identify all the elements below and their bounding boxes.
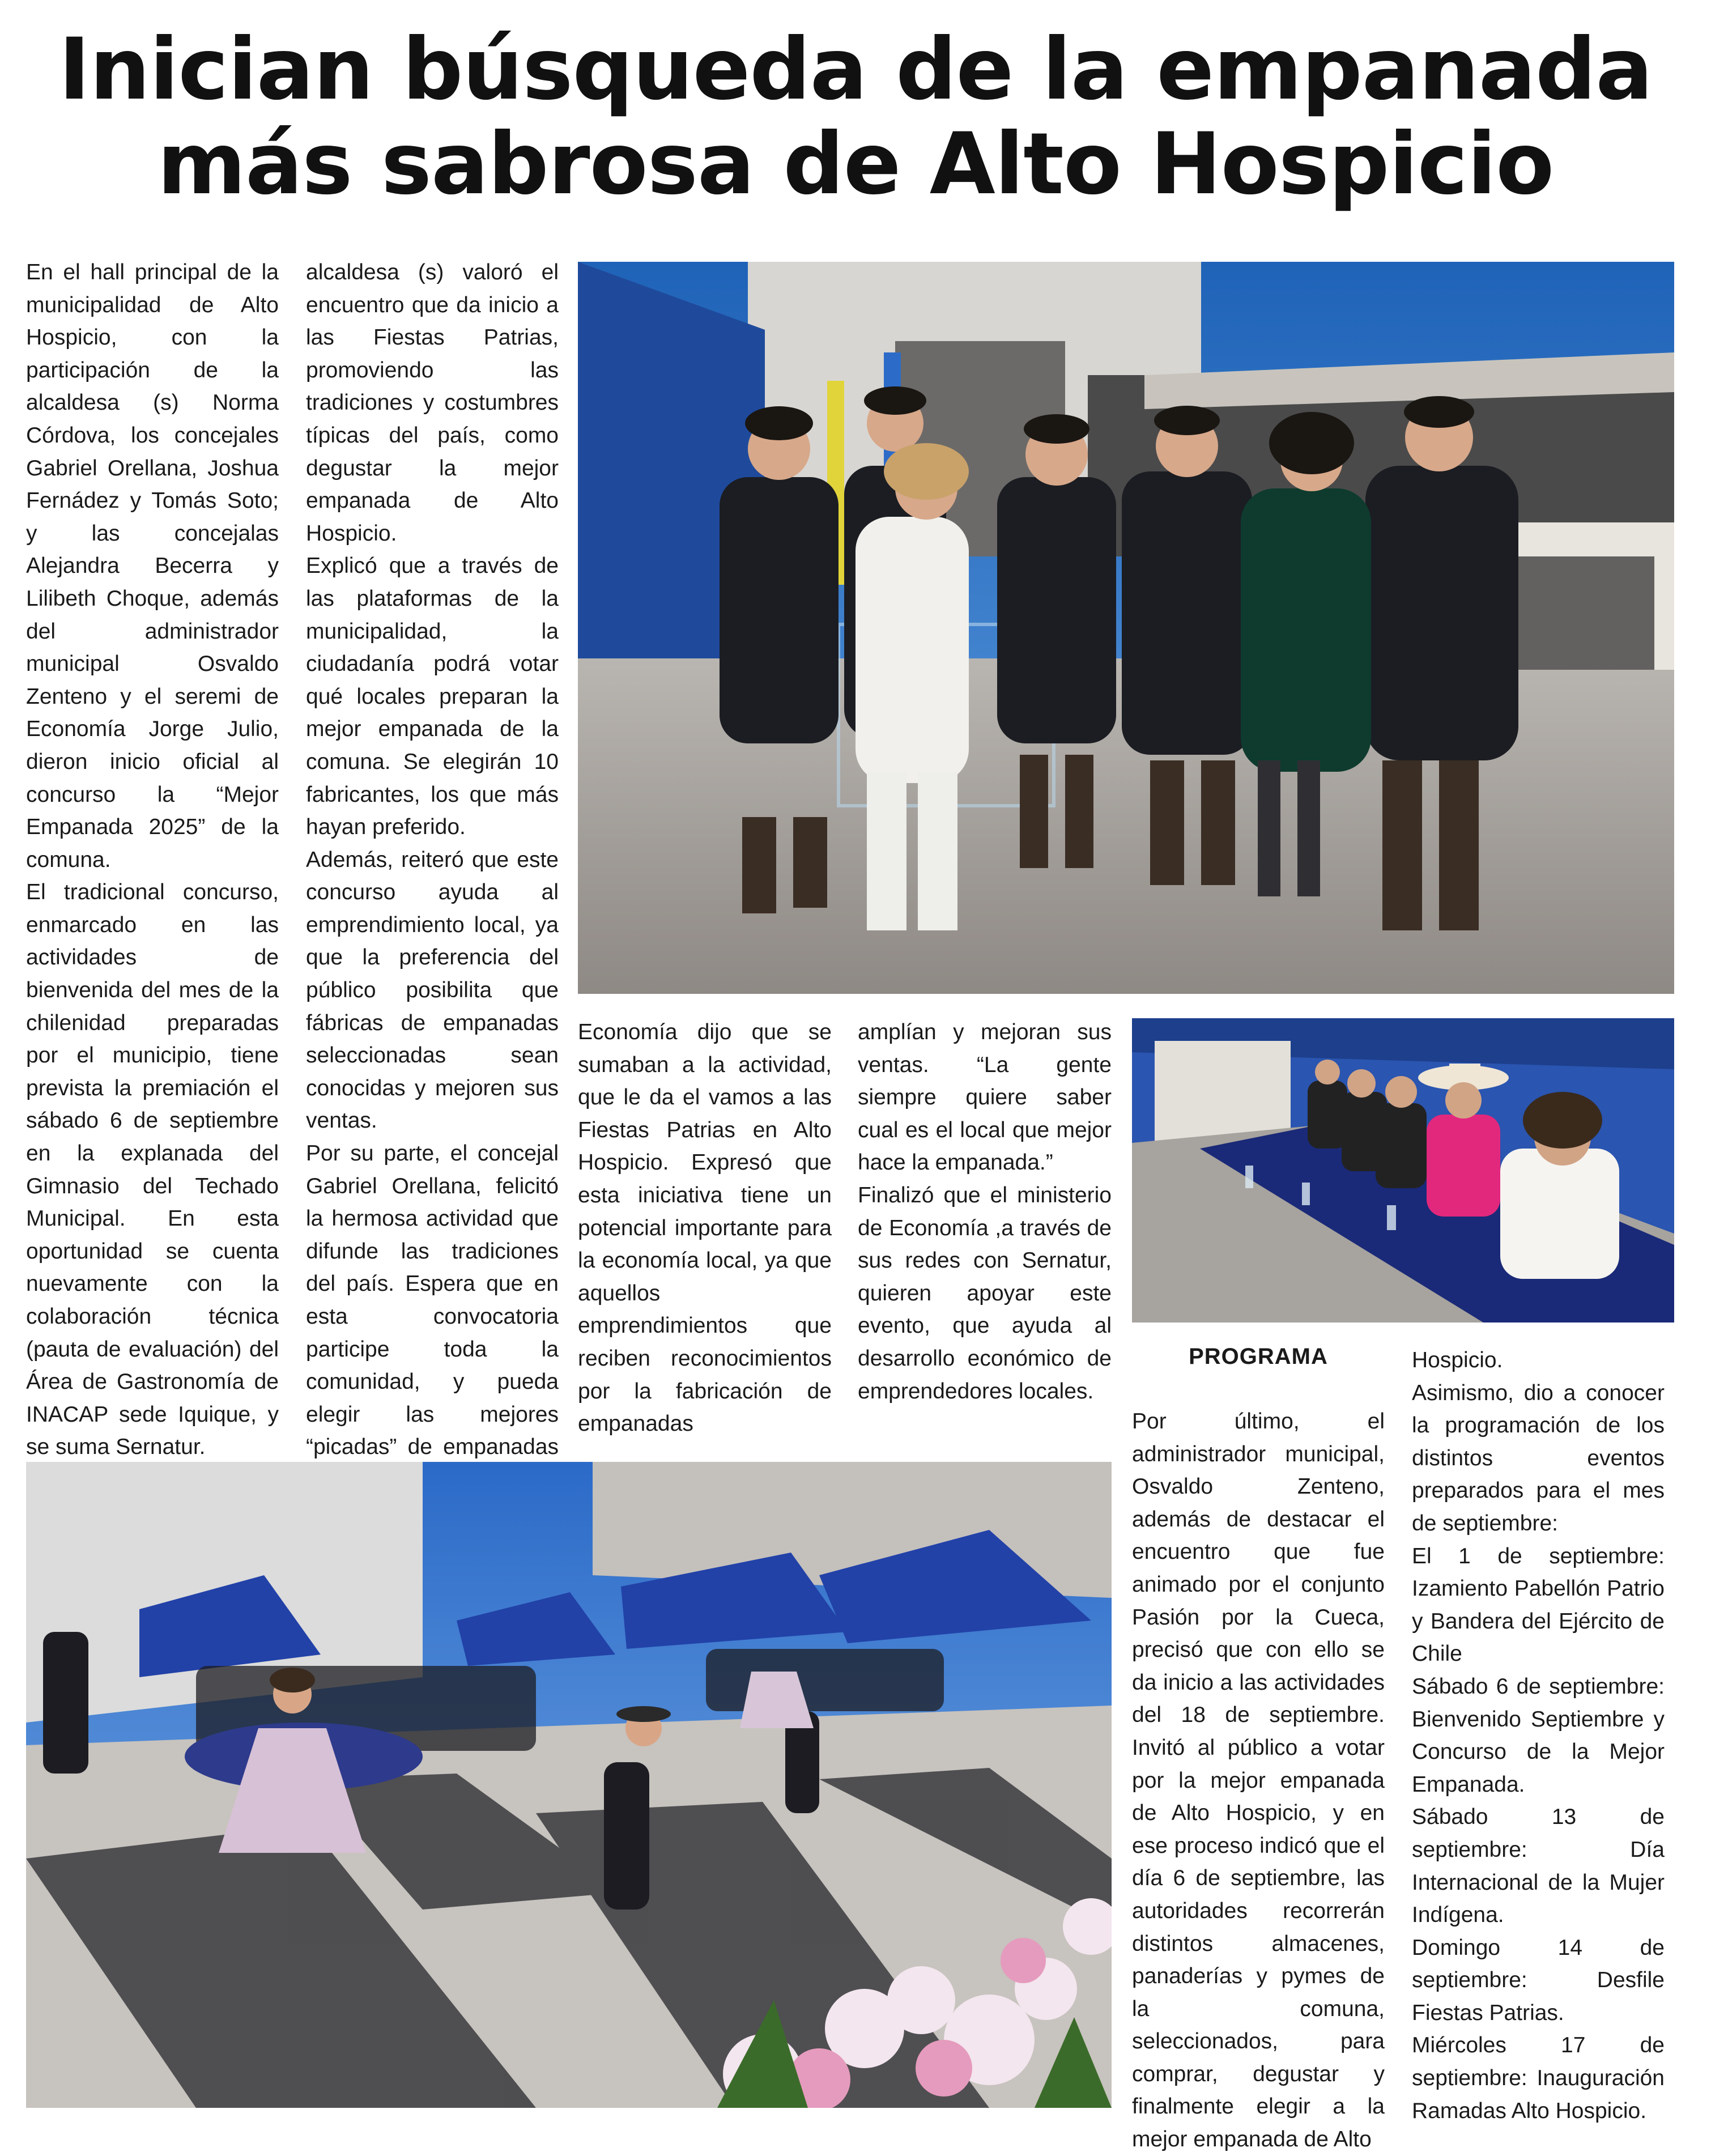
- article-column-3: [578, 1016, 832, 1440]
- headline-line-2: más sabrosa de Alto Hospicio: [157, 115, 1554, 214]
- paragraph: Finalizó que el ministerio de Economía ,a través de sus redes con Sernatur, quieren apoyar este evento, que ayuda al desarrollo económico de emprendedores locales.: [858, 1183, 1112, 1404]
- paragraph: Miércoles 17 de septiembre: Inauguración Ramadas Alto Hospicio.: [1412, 2033, 1665, 2123]
- paragraph: Además, reiteró que este concurso ayuda al emprendimiento local, ya que la preferencia del público posibilita que fábricas de empanadas seleccionadas sean conocidas y mejoren sus ventas.: [306, 847, 559, 1133]
- paragraph: Economía dijo que se sumaban a la actividad, que le da el vamos a las Fiestas Patrias en Alto Hospicio. Expresó que esta iniciativa tiene un potencial importante para la economía local, ya que aquellos emprendimientos que reciben reconocimientos por la fabricación de empanadas: [578, 1020, 832, 1436]
- paragraph: El 1 de septiembre: Izamiento Pabellón Patrio y Bandera del Ejército de Chile: [1412, 1543, 1665, 1666]
- paragraph: Hospicio.: [1412, 1348, 1503, 1372]
- photo-cueca-dance: [26, 1462, 1112, 2108]
- photo-authorities-table: [1132, 1018, 1674, 1322]
- paragraph: Sábado 13 de septiembre: Día Internacional de la Mujer Indígena.: [1412, 1805, 1665, 1928]
- paragraph: Asimismo, dio a conocer la programación de los distintos eventos preparados para el mes de septiembre:: [1412, 1380, 1665, 1536]
- photo-officials-group: [578, 262, 1674, 994]
- section-title-programa: PROGRAMA: [1189, 1344, 1328, 1369]
- paragraph: Sábado 6 de septiembre: Bienvenido Septiembre y Concurso de la Mejor Empanada.: [1412, 1674, 1665, 1797]
- paragraph: Por su parte, el concejal Gabriel Orellana, felicitó la hermosa actividad que difunde las tradiciones del país. Espera que en esta convocatoria participe toda la comunidad, y pueda elegir las mejores “picadas” de empanadas: [306, 1141, 559, 1460]
- article-column-5: [1132, 1405, 1385, 2156]
- headline-line-1: Inician búsqueda de la empanada: [58, 20, 1653, 119]
- paragraph: Domingo 14 de septiembre: Desfile Fiestas Patrias.: [1412, 1935, 1665, 2025]
- article-column-6: [1412, 1344, 1665, 2127]
- paragraph: amplían y mejoran sus ventas. “La gente siempre quiere saber cual es el local que mejor hace la empanada.”: [858, 1020, 1112, 1175]
- article-column-1: [26, 256, 279, 1496]
- paragraph: En el hall principal de la municipalidad de Alto Hospicio, con la participación de la alcaldesa (s) Norma Córdova, los concejales Gabriel Orellana, Joshua Fernádez y Tomás Soto; y las concejalas Alejandra Becerra y Lilibeth Choque, además del administrador municipal Osvaldo Zenteno y el seremi de Economía Jorge Julio, dieron inicio oficial al concurso la “Mejor Empanada 2025” de la comuna.: [26, 260, 279, 872]
- article-column-2: [306, 256, 559, 1529]
- paragraph: El tradicional concurso, enmarcado en las actividades de bienvenida del mes de la chilenidad preparadas por el municipio, tiene prevista la premiación el sábado 6 de septiembre en la explanada del Gimnasio del Techado Municipal. En esta oportunidad se cuenta nuevamente con la colaboración técnica (pauta de evaluación) del Área de Gastronomía de INACAP sede Iquique, y se suma Sernatur.: [26, 880, 279, 1460]
- paragraph: Explicó que a través de las plataformas de la municipalidad, la ciudadanía podrá votar qué locales preparan la mejor empanada de la comuna. Se elegirán 10 fabricantes, los que más hayan preferido.: [306, 554, 559, 840]
- article-column-4: [858, 1016, 1112, 1407]
- paragraph: Por último, el administrador municipal, Osvaldo Zenteno, además de destacar el encuentro que fue animado por el conjunto Pasión por la Cueca, precisó que con ello se da inicio a las actividades del 18 de septiembre. Invitó al público a votar por la mejor empanada de Alto Hospicio, y en ese proceso indicó que el día 6 de septiembre, las autoridades recorrerán distintos almacenes, panaderías y pymes de la comuna, seleccionados, para comprar, degustar y finalmente elegir a la mejor empanada de Alto: [1132, 1409, 1385, 2152]
- paragraph: alcaldesa (s) valoró el encuentro que da inicio a las Fiestas Patrias, promoviendo las tradiciones y costumbres típicas del país, como degustar la mejor empanada de Alto Hospicio.: [306, 260, 559, 546]
